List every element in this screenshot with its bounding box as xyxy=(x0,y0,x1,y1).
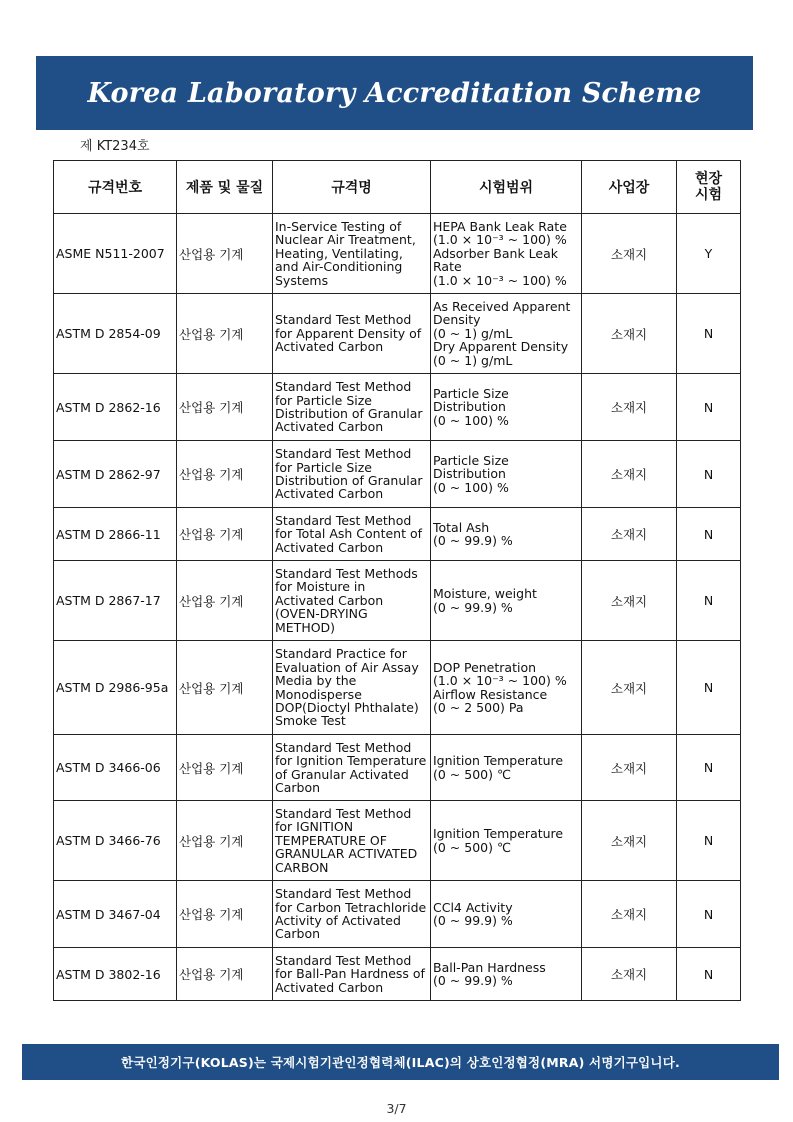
onsite-cell: N xyxy=(677,561,741,641)
range-cell: DOP Penetration (1.0 × 10⁻³ ~ 100) % Airflow Resistance (0 ~ 2 500) Pa xyxy=(431,641,582,735)
table-row xyxy=(54,508,741,561)
site-cell: 소재지 xyxy=(582,294,677,374)
product-cell: 산업용 기계 xyxy=(177,948,273,1001)
standard-cell: ASTM D 2867-17 xyxy=(54,561,177,641)
footer-text: 한국인정기구(KOLAS)는 국제시험기관인정협력체(ILAC)의 상호인정협정(MRA) 서명기구입니다. xyxy=(121,1055,680,1070)
range-cell: Ignition Temperature (0 ~ 500) ℃ xyxy=(431,801,582,881)
site-cell: 소재지 xyxy=(582,374,677,441)
name-cell: Standard Test Method for Ignition Temperature of Granular Activated Carbon xyxy=(273,735,431,801)
table-row xyxy=(54,214,741,294)
table-body xyxy=(54,214,741,1001)
name-cell: Standard Test Method for Ball-Pan Hardness of Activated Carbon xyxy=(273,948,431,1001)
product-cell: 산업용 기계 xyxy=(177,294,273,374)
onsite-cell: N xyxy=(677,881,741,948)
onsite-cell: N xyxy=(677,801,741,881)
table-row xyxy=(54,441,741,508)
site-cell: 소재지 xyxy=(582,214,677,294)
onsite-cell: N xyxy=(677,641,741,735)
name-cell: In-Service Testing of Nuclear Air Treatment, Heating, Ventilating, and Air-Conditioning Systems xyxy=(273,214,431,294)
onsite-cell: N xyxy=(677,441,741,508)
name-cell: Standard Test Method for Total Ash Content of Activated Carbon xyxy=(273,508,431,561)
product-cell: 산업용 기계 xyxy=(177,735,273,801)
standard-cell: ASTM D 3802-16 xyxy=(54,948,177,1001)
table-header-row xyxy=(54,161,741,214)
product-cell: 산업용 기계 xyxy=(177,214,273,294)
range-cell: As Received Apparent Density (0 ~ 1) g/mL Dry Apparent Density (0 ~ 1) g/mL xyxy=(431,294,582,374)
header-standard: 규격번호 xyxy=(54,161,177,214)
header-range: 시험범위 xyxy=(431,161,582,214)
standard-cell: ASTM D 2866-11 xyxy=(54,508,177,561)
footer-banner xyxy=(22,1044,779,1080)
name-cell: Standard Test Method for IGNITION TEMPERATURE OF GRANULAR ACTIVATED CARBON xyxy=(273,801,431,881)
product-cell: 산업용 기계 xyxy=(177,881,273,948)
name-cell: Standard Practice for Evaluation of Air Assay Media by the Monodisperse DOP(Dioctyl Phthalate) Smoke Test xyxy=(273,641,431,735)
site-cell: 소재지 xyxy=(582,735,677,801)
site-cell: 소재지 xyxy=(582,881,677,948)
onsite-cell: N xyxy=(677,735,741,801)
range-cell: Ball-Pan Hardness (0 ~ 99.9) % xyxy=(431,948,582,1001)
standard-cell: ASTM D 2854-09 xyxy=(54,294,177,374)
table-row xyxy=(54,881,741,948)
range-cell: HEPA Bank Leak Rate (1.0 × 10⁻³ ~ 100) % Adsorber Bank Leak Rate (1.0 × 10⁻³ ~ 100) % xyxy=(431,214,582,294)
standard-cell: ASTM D 2862-16 xyxy=(54,374,177,441)
range-cell: Ignition Temperature (0 ~ 500) ℃ xyxy=(431,735,582,801)
accreditation-table xyxy=(53,160,741,1001)
standard-cell: ASTM D 3466-06 xyxy=(54,735,177,801)
header-name: 규격명 xyxy=(273,161,431,214)
standard-cell: ASTM D 2862-97 xyxy=(54,441,177,508)
standard-cell: ASTM D 2986-95a xyxy=(54,641,177,735)
table-row xyxy=(54,561,741,641)
name-cell: Standard Test Methods for Moisture in Activated Carbon (OVEN-DRYING METHOD) xyxy=(273,561,431,641)
standard-cell: ASTM D 3467-04 xyxy=(54,881,177,948)
name-cell: Standard Test Method for Apparent Density of Activated Carbon xyxy=(273,294,431,374)
site-cell: 소재지 xyxy=(582,508,677,561)
header-product: 제품 및 물질 xyxy=(177,161,273,214)
range-cell: CCl4 Activity (0 ~ 99.9) % xyxy=(431,881,582,948)
table-row xyxy=(54,374,741,441)
standard-cell: ASME N511-2007 xyxy=(54,214,177,294)
name-cell: Standard Test Method for Particle Size Distribution of Granular Activated Carbon xyxy=(273,441,431,508)
site-cell: 소재지 xyxy=(582,801,677,881)
product-cell: 산업용 기계 xyxy=(177,641,273,735)
onsite-cell: N xyxy=(677,508,741,561)
product-cell: 산업용 기계 xyxy=(177,561,273,641)
header-onsite xyxy=(677,161,741,214)
site-cell: 소재지 xyxy=(582,441,677,508)
product-cell: 산업용 기계 xyxy=(177,508,273,561)
range-cell: Total Ash (0 ~ 99.9) % xyxy=(431,508,582,561)
table-row xyxy=(54,735,741,801)
header-site: 사업장 xyxy=(582,161,677,214)
range-cell: Particle Size Distribution (0 ~ 100) % xyxy=(431,374,582,441)
onsite-cell: N xyxy=(677,374,741,441)
site-cell: 소재지 xyxy=(582,641,677,735)
table-row xyxy=(54,641,741,735)
standard-cell: ASTM D 3466-76 xyxy=(54,801,177,881)
name-cell: Standard Test Method for Particle Size Distribution of Granular Activated Carbon xyxy=(273,374,431,441)
site-cell: 소재지 xyxy=(582,948,677,1001)
name-cell: Standard Test Method for Carbon Tetrachloride Activity of Activated Carbon xyxy=(273,881,431,948)
onsite-cell: N xyxy=(677,294,741,374)
site-cell: 소재지 xyxy=(582,561,677,641)
table-row xyxy=(54,948,741,1001)
onsite-cell: N xyxy=(677,948,741,1001)
range-cell: Particle Size Distribution (0 ~ 100) % xyxy=(431,441,582,508)
page-number: 3/7 xyxy=(386,1101,407,1116)
product-cell: 산업용 기계 xyxy=(177,374,273,441)
onsite-cell: Y xyxy=(677,214,741,294)
table-row xyxy=(54,294,741,374)
header-banner xyxy=(36,56,753,130)
table-row xyxy=(54,801,741,881)
product-cell: 산업용 기계 xyxy=(177,441,273,508)
header-onsite-label: 현장 시험 xyxy=(694,171,723,203)
range-cell: Moisture, weight (0 ~ 99.9) % xyxy=(431,561,582,641)
banner-title: Korea Laboratory Accreditation Scheme xyxy=(87,77,702,109)
product-cell: 산업용 기계 xyxy=(177,801,273,881)
certificate-number: 제 KT234호 xyxy=(80,139,150,154)
